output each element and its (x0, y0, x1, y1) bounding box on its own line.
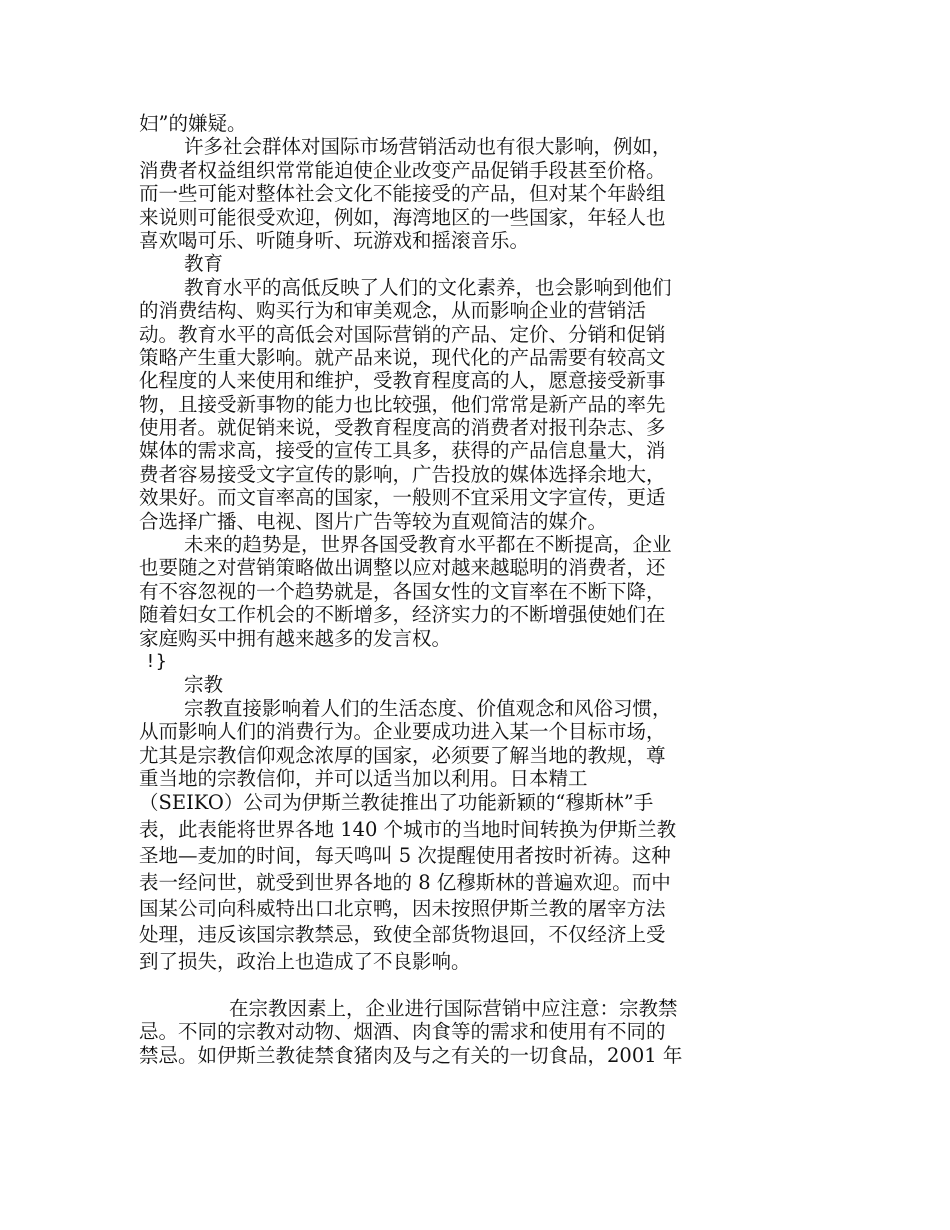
paragraph-start: 未来的趋势是，世界各国受教育水平都在不断提高，企业 (184, 533, 672, 557)
text-line: 而一些可能对整体社会文化不能接受的产品，但对某个年龄组 (139, 182, 666, 206)
text-line: 来说则可能很受欢迎，例如，海湾地区的一些国家，年轻人也 (139, 205, 666, 229)
paragraph-gap (139, 975, 739, 997)
text-line: 尤其是宗教信仰观念浓厚的国家，必须要了解当地的教规，尊 (139, 743, 666, 767)
text-line: 从而影响人们的消费行为。企业要成功进入某一个目标市场， (139, 720, 666, 744)
text-line: 处理，违反该国宗教禁忌，致使全部货物退回，不仅经济上受 (139, 923, 666, 947)
text-line: 家庭购买中拥有越来越多的发言权。 (139, 626, 452, 650)
text-line: 合选择广播、电视、图片广告等较为直观简洁的媒介。 (139, 509, 608, 533)
paragraph-start: 许多社会群体对国际市场营销活动也有很大影响，例如， (184, 135, 672, 159)
text-line: 消费者权益组织常常能迫使企业改变产品促销手段甚至价格。 (139, 158, 666, 182)
text-line: 效果好。而文盲率高的国家，一般则不宜采用文字宣传，更适 (139, 486, 666, 510)
text-line: 妇”的嫌疑。 (139, 112, 247, 135)
text-line: 使用者。就促销来说，受教育程度高的消费者对报刊杂志、多 (139, 416, 666, 440)
text-line: 也要随之对营销策略做出调整以应对越来越聪明的消费者，还 (139, 556, 666, 580)
text-line: 费者容易接受文字宣传的影响，广告投放的媒体选择余地大， (139, 462, 666, 486)
section-heading-religion: 宗教 (184, 673, 224, 697)
text-line: 动。教育水平的高低会对国际营销的产品、定价、分销和促销 (139, 322, 666, 346)
section-heading-education: 教育 (184, 252, 224, 276)
text-line: 重当地的宗教信仰，并可以适当加以利用。日本精工 (139, 766, 588, 790)
text-line: 随着妇女工作机会的不断增多，经济实力的不断增强使她们在 (139, 603, 666, 627)
text-line: 化程度的人来使用和维护，受教育程度高的人，愿意接受新事 (139, 369, 666, 393)
text-line: 有不容忽视的一个趋势就是，各国女性的文盲率在不断下降， (139, 579, 666, 603)
document-page (139, 112, 739, 1067)
text-line: 表一经问世，就受到世界各地的 8 亿穆斯林的普遍欢迎。而中 (139, 870, 671, 894)
text-line: 的消费结构、购买行为和审美观念，从而影响企业的营销活 (139, 299, 647, 323)
text-line: 策略产生重大影响。就产品来说，现代化的产品需要有较高文 (139, 345, 666, 369)
paragraph-start: 在宗教因素上，企业进行国际营销中应注意：宗教禁 (229, 997, 678, 1021)
text-line: 国某公司向科威特出口北京鸭，因未按照伊斯兰教的屠宰方法 (139, 896, 666, 920)
text-line: （SEIKO）公司为伊斯兰教徒推出了功能新颖的“穆斯林”手 (139, 791, 654, 815)
text-line: 表，此表能将世界各地 140 个城市的当地时间转换为伊斯兰教 (139, 817, 677, 841)
text-line: 喜欢喝可乐、听随身听、玩游戏和摇滚音乐。 (139, 228, 530, 252)
paragraph-start: 宗教直接影响着人们的生活态度、价值观念和风俗习惯， (184, 696, 672, 720)
text-line: 圣地—麦加的时间，每天鸣叫 5 次提醒使用者按时祈祷。这种 (139, 844, 671, 868)
text-line: 物，且接受新事物的能力也比较强，他们常常是新产品的率先 (139, 392, 666, 416)
text-line: 媒体的需求高，接受的宣传工具多，获得的产品信息量大，消 (139, 439, 666, 463)
stray-mark: !} (145, 650, 167, 672)
text-line: 忌。不同的宗教对动物、烟酒、肉食等的需求和使用有不同的 (139, 1020, 666, 1044)
text-line: 到了损失，政治上也造成了不良影响。 (139, 949, 471, 973)
paragraph-start: 教育水平的高低反映了人们的文化素养，也会影响到他们 (184, 275, 672, 299)
text-line: 禁忌。如伊斯兰教徒禁食猪肉及与之有关的一切食品，2001 年 (139, 1043, 683, 1067)
